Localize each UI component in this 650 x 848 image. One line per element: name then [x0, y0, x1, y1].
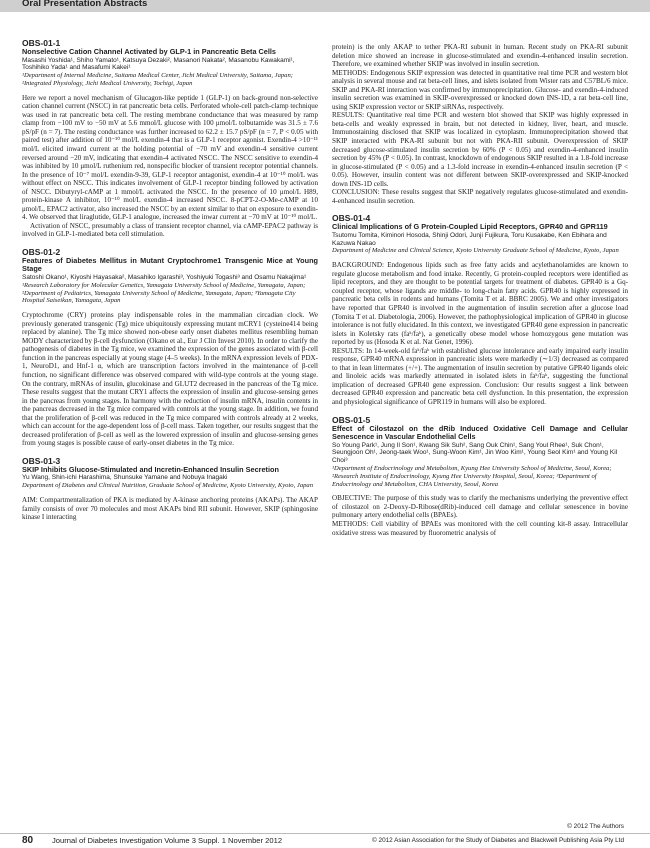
- abstract-paragraph: AIM: Compartmentalization of PKA is mediated by A-kinase anchoring proteins (AKAPs). The AKAP family consists of over 70 molecules and most AKAPs bind RII subunit. However, SKIP (sphingosine kinase I interacting: [22, 496, 318, 522]
- abstract-code: OBS-01-1: [22, 38, 61, 48]
- abstract-paragraph: RESULTS: In 14-week-old faᵏ/faᵏ with established glucose intolerance and early impaired early insulin response, GPR40 mRNA expression in pancreatic islets were markedly (∼1/3) decreased as compared to that in lean littermates (+/+). The augmentation of insulin secretion by putative GPR40 ligands oleic and linoleic acids was markedly attenuated in isolated islets in faᵏ/faᵏ, suggesting the functional implication of decreased GPR40 gene expression. Conclusion: Our results suggest a link between decreased GPR40 expression and pancreatic beta cell dysfunction. In this presentation, the expression and physiological significance of GPR119 in humans will also be explored.: [332, 346, 628, 407]
- abstract-affiliation: ¹Department of Internal Medicine, Saitama Medical Center, Jichi Medical University, Saitama, Japan; ²Integrated Physiology, Jichi Medical University, Tochigi, Japan: [22, 72, 293, 87]
- abstract-affiliation: Department of Medicine and Clinical Science, Kyoto University Graduate School of Medicine, Kyoto, Japan: [332, 247, 619, 255]
- abstract-obs-01-3-continued: [332, 43, 628, 205]
- page-header-bar: [0, 0, 650, 12]
- abstract-paragraph: OBJECTIVE: The purpose of this study was to clarify the mechanisms underlying the preventive effect of cilostazol on 2-Deoxy-D-Ribose(dRib)-induced cell damage and cellular senescence in bovine pulmonary artery endothelial cells (BPAEs).: [332, 494, 628, 520]
- abstract-affiliation: Department of Diabetes and Clinical Nutrition, Graduate School of Medicine, Kyoto University, Kyoto, Japan: [22, 482, 314, 490]
- abstract-obs-01-1: [22, 38, 318, 239]
- copyright-publisher: © 2012 Asian Association for the Study of Diabetes and Blackwell Publishing Asia Pty Ltd: [372, 837, 624, 844]
- abstract-paragraph: Cryptochrome (CRY) proteins play indispensable roles in the mammalian circadian clock. We previously generated transgenic (Tg) mice ubiquitously expressing mutant mCRY1 (cysteine414 being replaced by alanine). The Tg mice showed non-obese early onset diabetes mellitus resembling human MODY characterized by β-cell dysfunction (Okano et al., Eur J Clin Invest 2010). In order to clarify the pathogenesis of diabetes in the Tg mice, we examined the expression of the genes associated with β-cell function in the pancreas especially at young stage (4–5 weeks). In the mRNA expression levels of PDX-1, NeuroD1, and Hnf-1 α, which are transcription factors involved in the maintenance of β-cell function, no significant difference was observed compared with wild-type controls at the young stage. On the contrary, mRNAs of insulin, glucokinase and GLUT2 decreased in the pancreas of the Tg mice. These results suggest that the mutant CRY1 affects the expression of insulin and glucose-sensing genes in the pancreas from young stages. In harmony with the reduction of insulin mRNA, insulin contents in the pancreas decreased in the Tg mice compared with controls at the young stage. In addition, we found that the proliferation of β-cell was reduced in the Tg mice compared with controls already at 2 weeks, which can account for the age-dependent loss of β-cell mass. Taken together, our results suggest that the decreased proliferation of β-cell as well as the lowered expression of insulin and glucose-sensing genes from young stages is possible cause of early-onset diabetes in the Tg mice.: [22, 311, 318, 448]
- footer-divider: [0, 833, 650, 834]
- section-title: Oral Presentation Abstracts: [22, 0, 148, 9]
- abstract-paragraph: METHODS: Endogenous SKIP expression was detected in quantitative real time PCR and western blot analysis in several mouse and rat beta-cell lines, and islets isolated from Wister rats and C57BL/6 mice. SKIP and PKA-RI interaction was confirmed by immunoprecipitation. Glucose- and exendin-4-induced insulin secretion was examined in SKIP-overexpressed or knocked down INS-1D, a rat beta-cell line, using SKIP expression vector or SKIP siRNAs, respectively.: [332, 68, 628, 111]
- abstract-affiliation: ¹Research Laboratory for Molecular Genetics, Yamagata University School of Medicine, Yamagata, Japan; ²Department of Pediatrics, Yamagata University School of Medicine, Yamagata, Japan; ³Yamagata City Hospital Saiseikan, Yamagata, Japan: [22, 281, 306, 305]
- abstract-code: OBS-01-2: [22, 246, 61, 257]
- right-column: [332, 43, 628, 537]
- left-column: [22, 38, 318, 522]
- abstract-code: OBS-01-5: [332, 414, 371, 425]
- abstract-obs-01-5: [332, 415, 628, 538]
- abstract-title: Effect of Cilostazol on the dRib Induced Oxidative Cell Damage and Cellular Senescence in Vascular Endothelial Cells: [332, 423, 628, 442]
- abstract-title: Clinical Implications of G Protein-Coupled Lipid Receptors, GPR40 and GPR119: [332, 222, 608, 232]
- abstract-obs-01-4: [332, 213, 628, 406]
- abstract-code: OBS-01-3: [22, 455, 61, 466]
- abstract-obs-01-2: [22, 247, 318, 448]
- page-number: 80: [22, 835, 34, 846]
- abstract-paragraph: CONCLUSION: These results suggest that SKIP negatively regulates glucose-stimulated and exendin-4-enhanced insulin secretion.: [332, 188, 628, 205]
- abstract-title: Features of Diabetes Mellitus in Mutant Cryptochrome1 Transgenic Mice at Young Stage: [22, 255, 318, 274]
- abstract-authors: Masashi Yoshida¹, Shiho Yamato¹, Katsuya Dezaki², Masanori Nakata², Masanobu Kawakami¹, Toshihiko Yada¹ and Masafumi Kakei¹: [22, 56, 295, 72]
- abstract-paragraph: METHODS: Cell viability of BPAEs was monitored with the cell counting kit-8 assay. Intracellular oxidative stress was measured by fluorometric analysis of: [332, 520, 628, 537]
- abstract-title: Nonselective Cation Channel Activated by GLP-1 in Pancreatic Beta Cells: [22, 47, 276, 56]
- abstract-paragraph: BACKGROUND: Endogenous lipids such as free fatty acids and acylethanolamides are known to regulate glucose metabolism and food intake. Recently, G protein-coupled receptors were identified as lipid receptors, and they are thought to be potential targets for treatment of diabetes. GPR40 is a Gq-coupled receptor, whose ligands are middle- to long-chain fatty acids. GPR40 is highly expressed in pancreatic beta cells in rodents and humans (Tomita T et al. BBRC 2005). We and other investigators have reported that GPR40 is involved in the augmentation of insulin secretion after a glucose load (Tomita T et al. Diabetologia, 2006). However, the pathophysiological implication of GPR40 in glucose intolerance is not fully elucidated. In this context, we investigated GPR40 gene expression in pancreatic islets in Koletsky rats (faᵏ/faᵏ), a genetically obese model whose homozygous gene mutation was reported by us (Hosoda K et al. Nat Genet, 1996).: [332, 261, 628, 347]
- copyright-authors: © 2012 The Authors: [567, 823, 624, 830]
- abstract-paragraph: Here we report a novel mechanism of Glucagon-like peptide 1 (GLP-1) on back-ground non-selective cation channel current (NSCC) in rat pancreatic beta cells. Perforated whole-cell patch-clamp technique was used in rat pancreatic beta cell. The resting membrane conductance that was measured by ramp clamp from −100 mV to −50 mV at 5.6 mmol/L glucose with 100 μmol/L tolbutamide was 31.5 ± 7.6 pS/pF (n = 7). The resting conductance was further increased to 62.2 ± 15.7 pS/pF (n = 7, P < 0.05 with paired test) after addition of 10⁻¹⁰ mol/L exendin-4 that is a GLP-1 receptor agonist. Exendin-4 >10⁻¹¹ mol/L elicited inward current at the holding potential of −70 mV and exendin-4 sensitive current reversed around −20 mV, indicating that exendin-4 activated NSCC. The NSCC sensitive to exendin-4 was inhibited by 10 μmol/L ruthenium red, nonspecific blocker of transient receptor potential channels. In the presence of 10⁻⁷ mol/L exendin-9-39, GLP-1 receptor antagonist, exendin-4 at 10⁻¹⁰ mol/L was without effect on NSCC. This indicates involvement of GLP-1 receptor binding followed by activation of NSCC. Dibutyryl-cAMP at 1 mmol/L activated the NSCC. In the presence of 10 μmol/L H89, protein-kinase A inhibitor, 10⁻¹⁰ mol/L exendin-4 increased NSCC. 8-pCPT-2-O-Me-cAMP at 10 μmol/L, EPAC2 activator, also increased the NSCC by an extent similar to that on exposure to exendin-4. We observed that liraglutide, GLP-1 analogue, increased the inwar current at −70 mV at 10⁻¹⁰ mol/L.: [22, 93, 318, 222]
- abstract-code: OBS-01-4: [332, 213, 371, 224]
- abstract-title: SKIP Inhibits Glucose-Stimulated and Incretin-Enhanced Insulin Secretion: [22, 464, 279, 474]
- abstract-paragraph: Activation of NSCC, presumably a class of transient receptor channel, via cAMP-EPAC2 pathway is involved in GLP-1-mediated beta cell stimulation.: [22, 221, 318, 239]
- abstract-authors: Satoshi Okano¹, Kiyoshi Hayasaka², Masahiko Igarashi³, Yoshiyuki Togashi³ and Osamu Nakajima¹: [22, 273, 307, 281]
- abstract-authors: Yu Wang, Shin-ichi Harashima, Shunsuke Yamane and Nobuya Inagaki: [22, 474, 228, 482]
- abstract-affiliation: ¹Department of Endocrinology and Metabolism, Kyung Hee University School of Medicine, Seoul, Korea; ²Research Institute of Endocrinology, Kyung Hee University Hospital, Seoul, Korea; ³Department of Endocrinology and Metabolism, CHA University, Seoul, Korea: [332, 464, 612, 488]
- journal-citation: Journal of Diabetes Investigation Volume 3 Suppl. 1 November 2012: [52, 836, 283, 845]
- abstract-obs-01-3: [22, 456, 318, 522]
- abstract-paragraph: protein) is the only AKAP to tether PKA-RI subunit in human. Recent study on PKA-RI subunit deletion mice showed an increase in glucose-stimulated and exendin-4-enhanced insulin secretion. Therefore, we examined whether SKIP was involved in insulin secretion.: [332, 43, 628, 69]
- abstract-authors: So Young Park¹, Jung Il Son¹, Kwang Sik Suh², Sang Ouk Chin¹, Sang Youl Rhee¹, Suk Chon¹, Seungjoon Oh¹, Jeong-taek Woo¹, Sung-Woon Kim¹, Jin Woo Kim¹, Young Seol Kim¹ and Young Kil Choi³: [332, 441, 618, 465]
- abstract-paragraph: RESULTS: Quantitative real time PCR and western blot showed that SKIP was highly expressed in beta-cells and weakly expressed in brain, but not detected in kidney, liver, heart, and muscle. Immunostaining disclosed that SKIP was localized in cytoplasm. Immunoprecipitation showed that SKIP interacted with PKA-RI subunit but not with PKA-RII subunit. Overexpression of SKIP decreased glucose-stimulated insulin secretion by 60% (P < 0.05) and exendin-4-enhanced insulin secretion by 45% (P < 0.05). In contrast, knockdown of endogenous SKIP resulted in a 1.8-fold increase in glucose-stimulated (P < 0.05) and a 1.3-fold increase in exendin-4-enhanced insulin secretion (P < 0.05). However, insulin content was not different between SKIP-overexpressed and SKIP-knocked down INS-1D cells.: [332, 111, 628, 188]
- abstract-authors: Tsutomu Tomita, Kiminori Hosoda, Shinji Odori, Junji Fujikura, Toru Kusakabe, Ken Ebihara and Kazuwa Nakao: [332, 231, 607, 247]
